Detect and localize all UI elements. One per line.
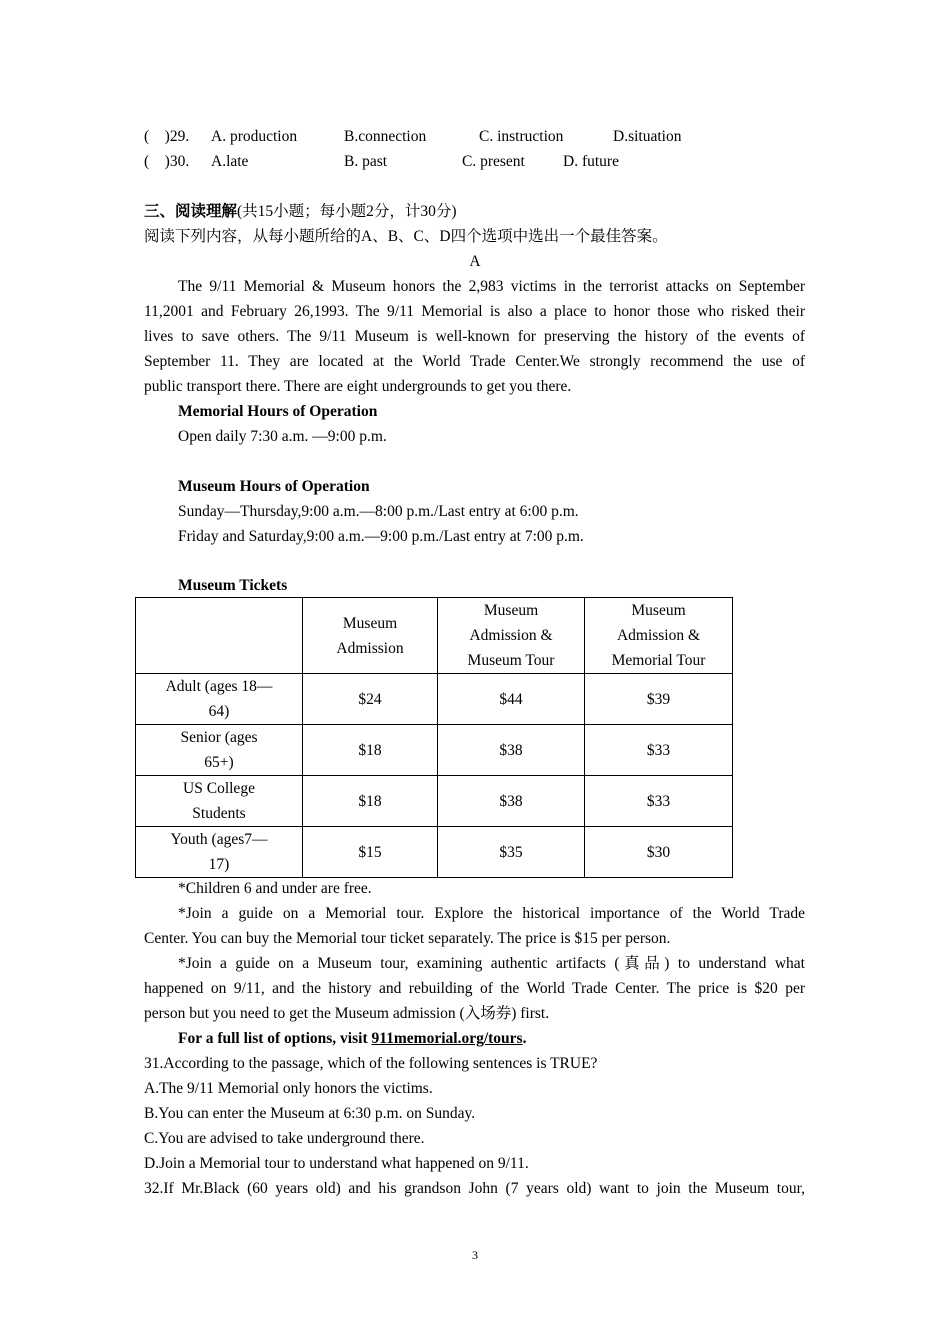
question-32-stem: 32.If Mr.Black (60 years old) and his grandson John (7 years old) want to join the Museum tour,	[144, 1180, 805, 1197]
passage-line: The 9/11 Memorial & Museum honors the 2,983 victims in the terrorist attacks on September	[178, 278, 805, 295]
question-31-option: A.The 9/11 Memorial only honors the victims.	[144, 1080, 433, 1097]
header-cell: Museum Admission & Museum Tour	[438, 598, 585, 674]
passage-line: September 11. They are located at the World Trade Center.We strongly recommend the use of	[144, 353, 805, 370]
note-museum-tour: person but you need to get the Museum admission (入场券) first.	[144, 1005, 550, 1022]
question-number: ( )29.	[144, 128, 190, 145]
price-cell: $30	[585, 827, 733, 878]
visit-prefix: For a full list of options, visit	[178, 1030, 372, 1047]
price-cell: $33	[585, 725, 733, 776]
section-title-bold: 三、阅读理解	[144, 203, 238, 220]
row-label: Adult (ages 18—64)	[136, 674, 303, 725]
question-number: ( )30.	[144, 153, 190, 170]
table-header-row	[136, 598, 733, 674]
table-row	[136, 674, 733, 725]
row-label: Youth (ages7—17)	[136, 827, 303, 878]
passage-line: lives to save others. The 9/11 Museum is well-known for preserving the history of the events of	[144, 328, 805, 345]
note-children: *Children 6 and under are free.	[178, 880, 372, 897]
note-memorial-tour: Center. You can buy the Memorial tour ticket separately. The price is $15 per person.	[144, 930, 671, 947]
table-row	[136, 827, 733, 878]
table-row	[136, 776, 733, 827]
visit-line	[178, 1026, 526, 1051]
option-b: B.connection	[344, 128, 427, 145]
museum-hours-heading: Museum Hours of Operation	[178, 478, 370, 495]
price-cell: $35	[438, 827, 585, 878]
page-number: 3	[472, 1248, 478, 1262]
website-link[interactable]: 911memorial.org/tours	[371, 1030, 523, 1047]
note-memorial-tour: *Join a guide on a Memorial tour. Explore the historical importance of the World Trade	[178, 905, 805, 922]
option-c: C. present	[462, 153, 525, 170]
option-b: B. past	[344, 153, 388, 170]
section-title	[144, 199, 457, 224]
price-cell: $38	[438, 776, 585, 827]
option-a: A. production	[211, 128, 298, 145]
price-cell: $18	[303, 725, 438, 776]
header-cell	[136, 598, 303, 674]
header-cell: Museum Admission & Memorial Tour	[585, 598, 733, 674]
question-31-option: C.You are advised to take underground there.	[144, 1130, 425, 1147]
memorial-hours-text: Open daily 7:30 a.m. —9:00 p.m.	[178, 428, 387, 445]
tickets-table	[135, 597, 733, 878]
question-31-option: B.You can enter the Museum at 6:30 p.m. on Sunday.	[144, 1105, 476, 1122]
header-cell: Museum Admission	[303, 598, 438, 674]
price-cell: $15	[303, 827, 438, 878]
passage-line: 11,2001 and February 26,1993. The 9/11 Memorial is also a place to honor those who risked their	[144, 303, 805, 320]
price-cell: $39	[585, 674, 733, 725]
tickets-heading: Museum Tickets	[178, 577, 288, 594]
question-31-option: D.Join a Memorial tour to understand what happened on 9/11.	[144, 1155, 529, 1172]
row-label: US College Students	[136, 776, 303, 827]
passage-line: public transport there. There are eight undergrounds to get you there.	[144, 378, 572, 395]
visit-suffix: .	[522, 1030, 527, 1047]
price-cell: $24	[303, 674, 438, 725]
price-cell: $44	[438, 674, 585, 725]
option-c: C. instruction	[479, 128, 564, 145]
question-31-stem: 31.According to the passage, which of the following sentences is TRUE?	[144, 1055, 598, 1072]
museum-hours-line: Sunday—Thursday,9:00 a.m.—8:00 p.m./Last entry at 6:00 p.m.	[178, 503, 579, 520]
memorial-hours-heading: Memorial Hours of Operation	[178, 403, 378, 420]
option-a: A.late	[211, 153, 249, 170]
section-title-rest: (共15小题；每小题2分，计30分)	[237, 203, 457, 220]
price-cell: $18	[303, 776, 438, 827]
passage-letter: A	[469, 253, 481, 270]
row-label: Senior (ages 65+)	[136, 725, 303, 776]
option-d: D.situation	[613, 128, 682, 145]
note-museum-tour: *Join a guide on a Museum tour, examining authentic artifacts (真品) to understand what	[178, 955, 805, 972]
note-museum-tour: happened on 9/11, and the history and rebuilding of the World Trade Center. The price is $20 per	[144, 980, 805, 997]
price-cell: $38	[438, 725, 585, 776]
section-instruction: 阅读下列内容，从每小题所给的A、B、C、D四个选项中选出一个最佳答案。	[144, 228, 668, 245]
option-d: D. future	[563, 153, 619, 170]
table-row	[136, 725, 733, 776]
museum-hours-line: Friday and Saturday,9:00 a.m.—9:00 p.m./Last entry at 7:00 p.m.	[178, 528, 584, 545]
price-cell: $33	[585, 776, 733, 827]
